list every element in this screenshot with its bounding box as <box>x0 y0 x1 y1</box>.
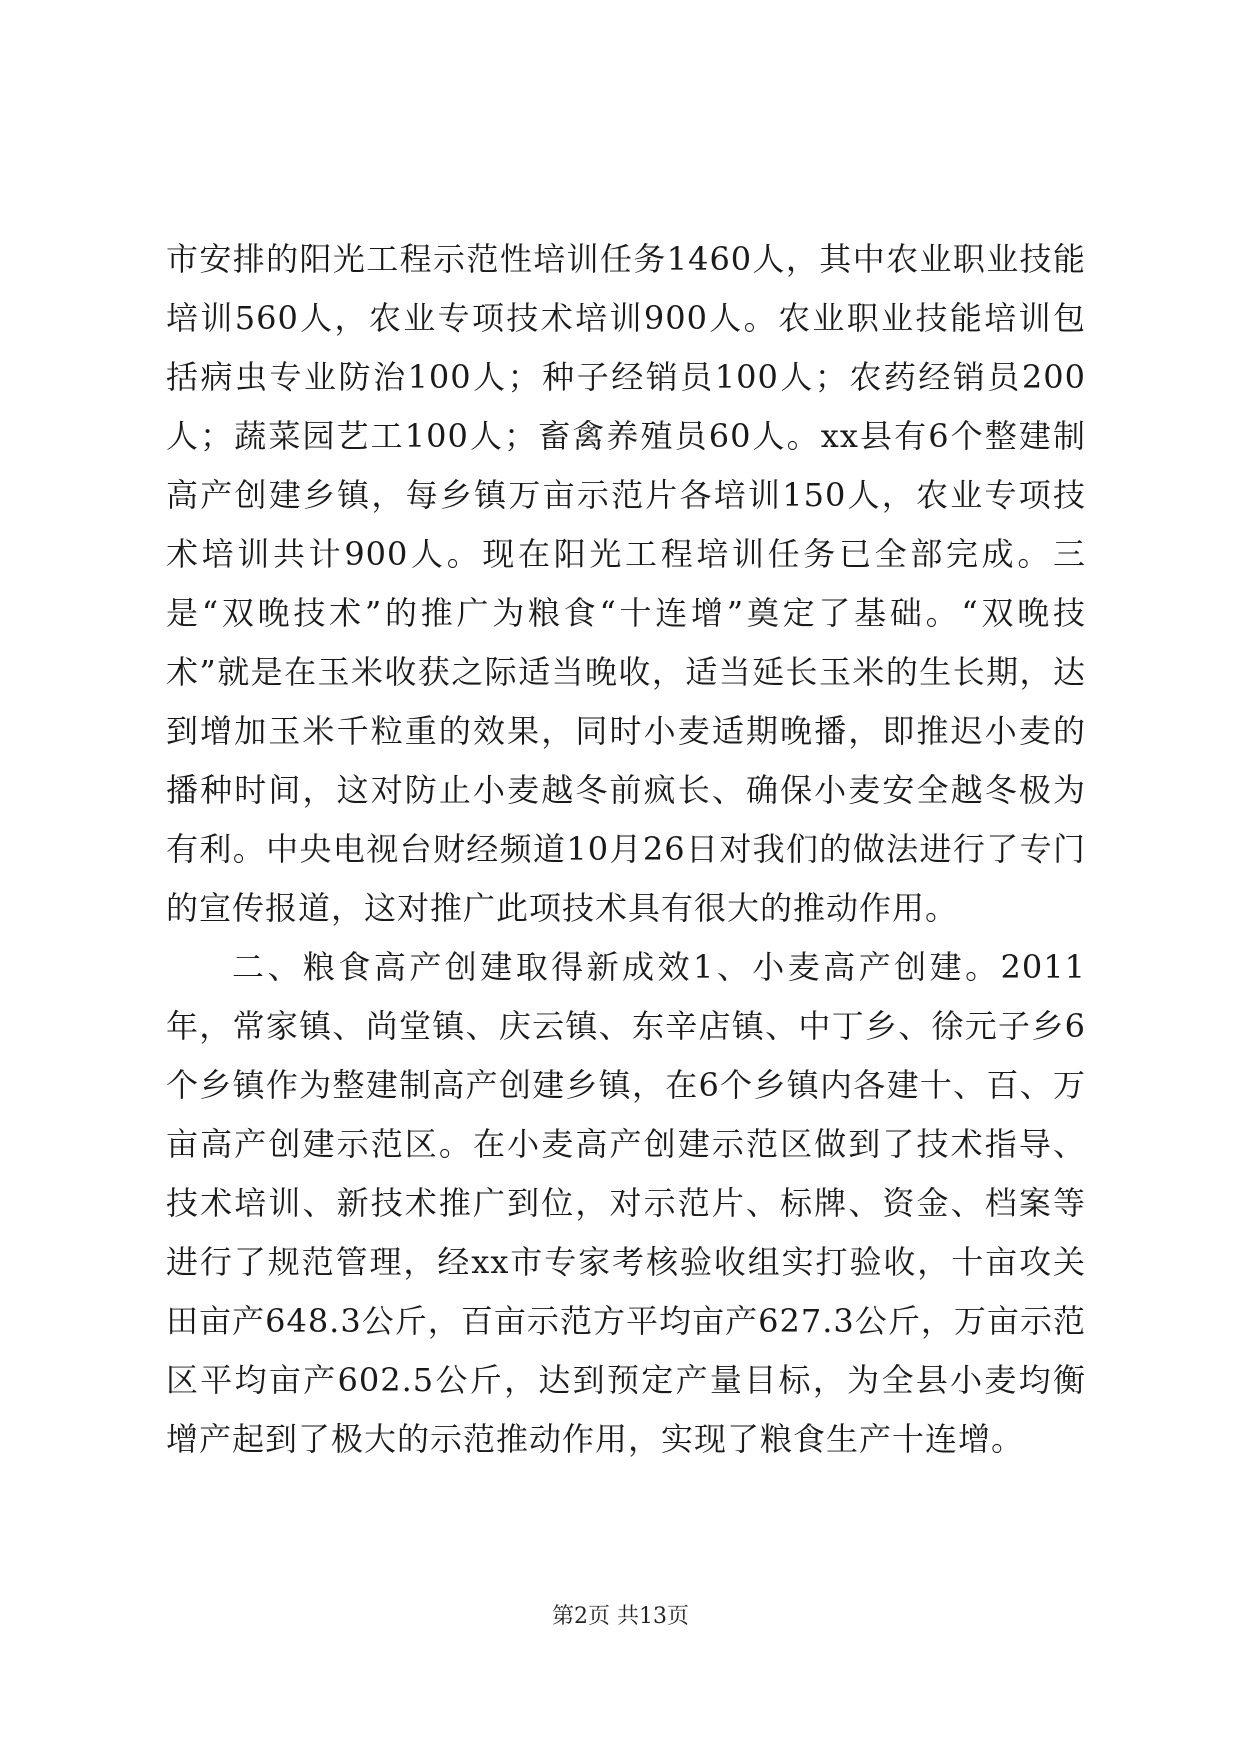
paragraph-training-and-techniques: 市安排的阳光工程示范性培训任务1460人，其中农业职业技能培训560人，农业专项技术培训900人。农业职业技能培训包括病虫专业防治100人；种子经销员100人；农药经销员200人；蔬菜园艺工100人；畜禽养殖员60人。xx县有6个整建制高产创建乡镇，每乡镇万亩示范片各培训150人，农业专项技术培训共计900人。现在阳光工程培训任务已全部完成。三是“双晚技术”的推广为粮食“十连增”奠定了基础。“双晚技术”就是在玉米收获之际适当晚收，适当延长玉米的生长期，达到增加玉米千粒重的效果，同时小麦适期晚播，即推迟小麦的播种时间，这对防止小麦越冬前疯长、确保小麦安全越冬极为有利。中央电视台财经频道10月26日对我们的做法进行了专门的宣传报道，这对推广此项技术具有很大的推动作用。 <box>166 240 1086 927</box>
document-body <box>166 230 1086 1469</box>
page-number-footer: 第2页 共13页 <box>552 1604 689 1629</box>
paragraph-grain-high-yield: 二、粮食高产创建取得新成效1、小麦高产创建。2011年，常家镇、尚堂镇、庆云镇、东辛店镇、中丁乡、徐元子乡6个乡镇作为整建制高产创建乡镇，在6个乡镇内各建十、百、万亩高产创建示范区。在小麦高产创建示范区做到了技术指导、技术培训、新技术推广到位，对示范片、标牌、资金、档案等进行了规范管理，经xx市专家考核验收组实打验收，十亩攻关田亩产648.3公斤，百亩示范方平均亩产627.3公斤，万亩示范区平均亩产602.5公斤，达到预定产量目标，为全县小麦均衡增产起到了极大的示范推动作用，实现了粮食生产十连增。 <box>166 948 1086 1458</box>
